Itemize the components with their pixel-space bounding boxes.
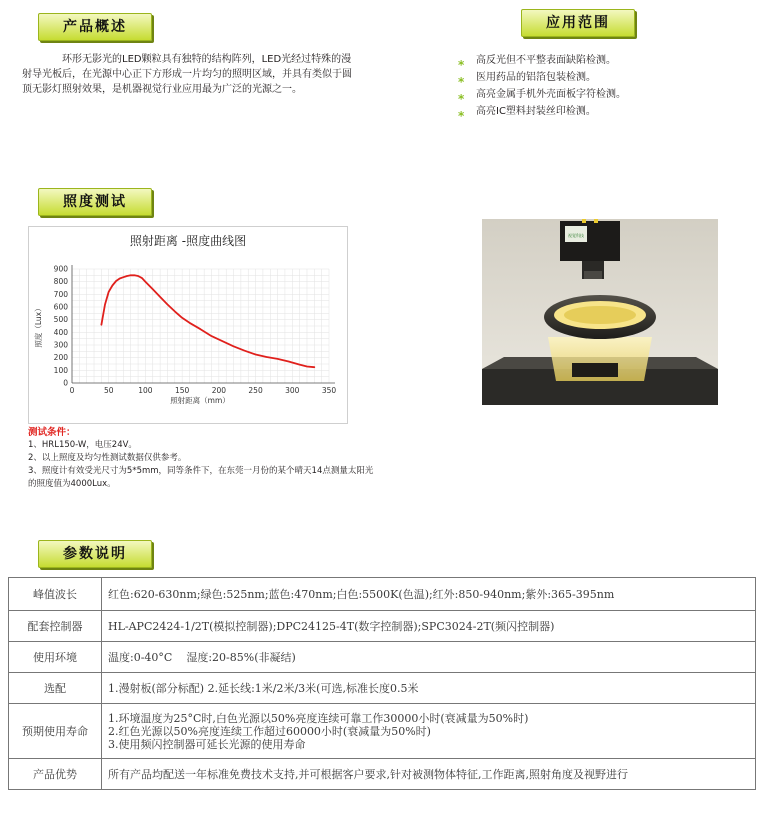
params-value <box>102 673 756 704</box>
y-tick-label: 200 <box>53 353 68 363</box>
x-tick-label: 150 <box>174 386 190 395</box>
overview-text: 环形无影光的LED颗粒具有独特的结构阵列，LED光经过特殊的漫射导光板后，在光源中心正下方形成一片均匀的照明区域，并具有类似于圆顶无影灯照射效果，是机器视觉行业应用最为广泛的光源之一。 <box>22 54 352 95</box>
params-key: 预期使用寿命 <box>9 704 102 759</box>
x-axis-label: 照射距离（mm） <box>170 396 230 405</box>
params-value <box>102 642 756 673</box>
illumination-title: 照度测试 <box>38 188 152 216</box>
y-axis-label: 照度（Lux） <box>34 304 43 348</box>
x-tick-label: 200 <box>211 386 227 395</box>
test-conditions <box>28 426 374 491</box>
x-tick-label: 100 <box>138 386 153 395</box>
params-value-line: 红色:620-630nm;绿色:525nm;蓝色:470nm;白色:5500K(色温);红外:850-940nm;紫外:365-395nm <box>108 587 615 601</box>
applications-list <box>456 52 626 123</box>
y-tick-label: 800 <box>53 277 68 287</box>
y-tick-label: 700 <box>53 289 68 299</box>
series-line <box>101 275 314 367</box>
chart-canvas <box>29 227 347 423</box>
params-key: 产品优势 <box>9 759 102 790</box>
params-row <box>9 578 756 611</box>
product-photo <box>482 219 718 405</box>
params-table <box>8 577 756 790</box>
params-key: 使用环境 <box>9 642 102 673</box>
params-value <box>102 611 756 642</box>
camera-lens-ring <box>584 271 602 279</box>
x-tick-label: 0 <box>69 386 75 395</box>
params-value <box>102 759 756 790</box>
x-tick-label: 250 <box>248 386 263 395</box>
y-tick-label: 900 <box>53 264 68 274</box>
params-value-line: 1.漫射板(部分标配) 2.延长线:1米/2米/3米(可选,标准长度0.5米 <box>108 681 419 695</box>
x-tick-label: 350 <box>321 386 337 395</box>
inspected-object <box>572 363 618 377</box>
test-condition-line-2: 2、以上照度及均匀性测试数据仅供参考。 <box>28 453 187 463</box>
application-item-label: 医用药品的铝箔包装检测。 <box>476 72 596 83</box>
star-bullet-icon: * <box>458 109 465 123</box>
params-row <box>9 642 756 673</box>
params-value-line: 1.环境温度为25°C时,白色光源以50%亮度连续可靠工作30000小时(衰减量为50%时) <box>108 711 529 725</box>
y-tick-label: 0 <box>63 378 68 388</box>
params-value <box>102 578 756 611</box>
params-value-line: 2.红色光源以50%亮度连续工作超过60000小时(衰减量为50%时) <box>108 724 431 738</box>
test-condition-line-1: 1、HRL150-W，电压24V。 <box>28 440 137 450</box>
overview-title: 产品概述 <box>38 13 152 41</box>
camera-connector-left <box>582 219 586 223</box>
chart-title: 照射距离 -照度曲线图 <box>129 234 247 248</box>
ring-light-inner <box>564 306 636 324</box>
star-bullet-icon: * <box>458 58 465 72</box>
application-item <box>456 52 626 72</box>
params-key: 峰值波长 <box>9 578 102 611</box>
params-value <box>102 704 756 759</box>
application-item-label: 高亮金属手机外壳面板字符检测。 <box>476 89 626 100</box>
application-item <box>456 86 626 106</box>
params-key: 配套控制器 <box>9 611 102 642</box>
params-value-line: 所有产品均配送一年标准免费技术支持,并可根据客户要求,针对被测物体特征,工作距离,照射角度及视野进行 <box>108 767 628 781</box>
star-bullet-icon: * <box>458 75 465 89</box>
application-item <box>456 103 626 123</box>
params-value-line: HL-APC2424-1/2T(模拟控制器);DPC24125-4T(数字控制器);SPC3024-2T(频闪控制器) <box>108 619 555 633</box>
y-tick-label: 400 <box>53 327 68 337</box>
params-row <box>9 704 756 759</box>
test-condition-line-3: 3、照度计有效受光尺寸为5*5mm，同等条件下，在东莞一月份的某个晴天14点测量太阳光的照度值为4000Lux。 <box>28 466 374 489</box>
camera-connector-right <box>594 219 598 223</box>
application-item <box>456 69 626 89</box>
params-key: 选配 <box>9 673 102 704</box>
y-tick-label: 300 <box>53 340 68 350</box>
params-value-line: 温度:0-40°C 湿度:20-85%(非凝结) <box>108 650 296 664</box>
params-title: 参数说明 <box>38 540 152 568</box>
y-tick-label: 600 <box>53 302 68 312</box>
x-tick-label: 300 <box>285 386 300 395</box>
application-item-label: 高反光但不平整表面缺陷检测。 <box>476 55 616 66</box>
test-conditions-title: 测试条件： <box>28 427 76 438</box>
params-row <box>9 759 756 790</box>
y-tick-label: 100 <box>53 365 68 375</box>
y-tick-label: 500 <box>53 315 68 325</box>
params-value-line: 3.使用频闪控制器可延长光源的使用寿命 <box>108 737 306 751</box>
params-row <box>9 673 756 704</box>
x-tick-label: 50 <box>103 386 114 395</box>
star-bullet-icon: * <box>458 92 465 106</box>
applications-title: 应用范围 <box>521 9 635 37</box>
camera-label: 视觉科技 <box>568 233 584 238</box>
params-row <box>9 611 756 642</box>
application-item-label: 高亮IC塑料封装丝印检测。 <box>476 106 596 117</box>
illumination-chart <box>28 226 348 424</box>
